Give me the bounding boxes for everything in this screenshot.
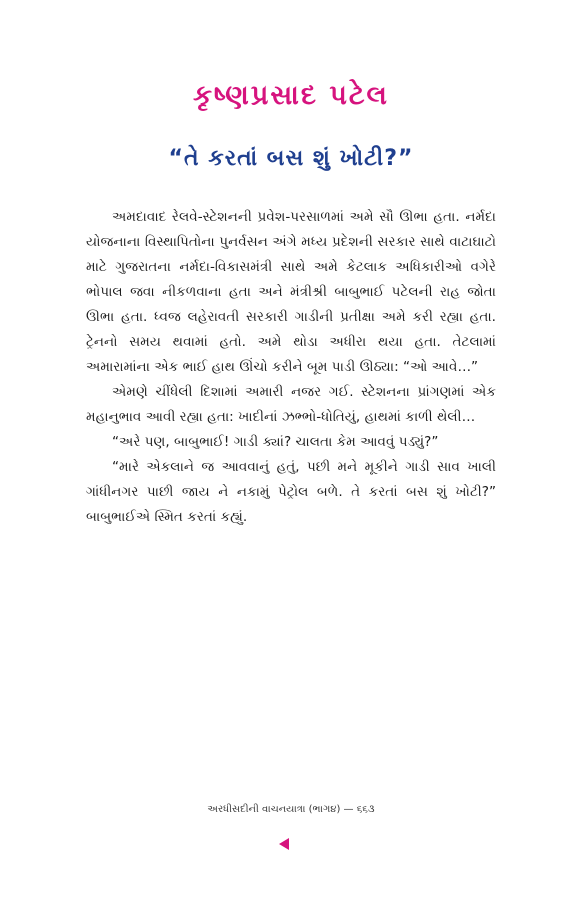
story-body xyxy=(86,205,496,530)
page-footer: અરધીસદીની વાચનયાત્રા (ભાગ૪) — ૬૬૩ xyxy=(207,804,375,815)
paragraph: “મારે એકલાને જ આવવાનું હતું, પછી મને મૂકીને ગાડી સાવ ખાલી ગાંધીનગર પાછી જાય ને નકામું પેટ્રોલ બળે. તે કરતાં બસ શું ખોટી?” બાબુભાઈએ સ્મિત કરતાં કહ્યું. xyxy=(86,459,496,525)
paragraph: અમદાવાદ રેલવે-સ્ટેશનની પ્રવેશ-પરસાળમાં અમે સૌ ઊભા હતા. નર્મદા યોજનાના વિસ્થાપિતોના પુનર્વસન અંગે મધ્ય પ્રદેશની સરકાર સાથે વાટાઘાટો માટે ગુજરાતના નર્મદા-વિકાસમંત્રી સાથે અમે કેટલાક અધિકારીઓ વગેરે ભોપાલ જવા નીકળવાના હતા અને મંત્રીશ્રી બાબુભાઈ પટેલની રાહ જોતા ઊભા હતા. ધ્વજ લહેરાવતી સરકારી ગાડીની પ્રતીક્ષા અમે કરી રહ્યા હતા. ટ્રેનનો સમય થવામાં હતો. અમે થોડા અધીરા થયા હતા. તેટલામાં અમારામાંના એક ભાઈ હાથ ઊંચો કરીને બૂમ પાડી ઊઠ્યા: “ઓ આવે…” xyxy=(86,209,496,375)
author-name: કૃષ્ણપ્રસાદ પટેલ xyxy=(193,80,389,111)
left-triangle-icon xyxy=(279,838,289,850)
paragraph: એમણે ચીંધેલી દિશામાં અમારી નજર ગઈ. સ્ટેશનના પ્રાંગણમાં એક મહાનુભાવ આવી રહ્યા હતા: ખાદીનાં ઝભ્ભો-ધોતિયું, હાથમાં કાળી થેલી… xyxy=(86,384,496,425)
paragraph: “અરે પણ, બાબુભાઈ! ગાડી ક્યાં? ચાલતા કેમ આવવું પડ્યું?” xyxy=(112,434,439,450)
story-title: “તે કરતાં બસ શું ખોટી?” xyxy=(168,146,414,171)
